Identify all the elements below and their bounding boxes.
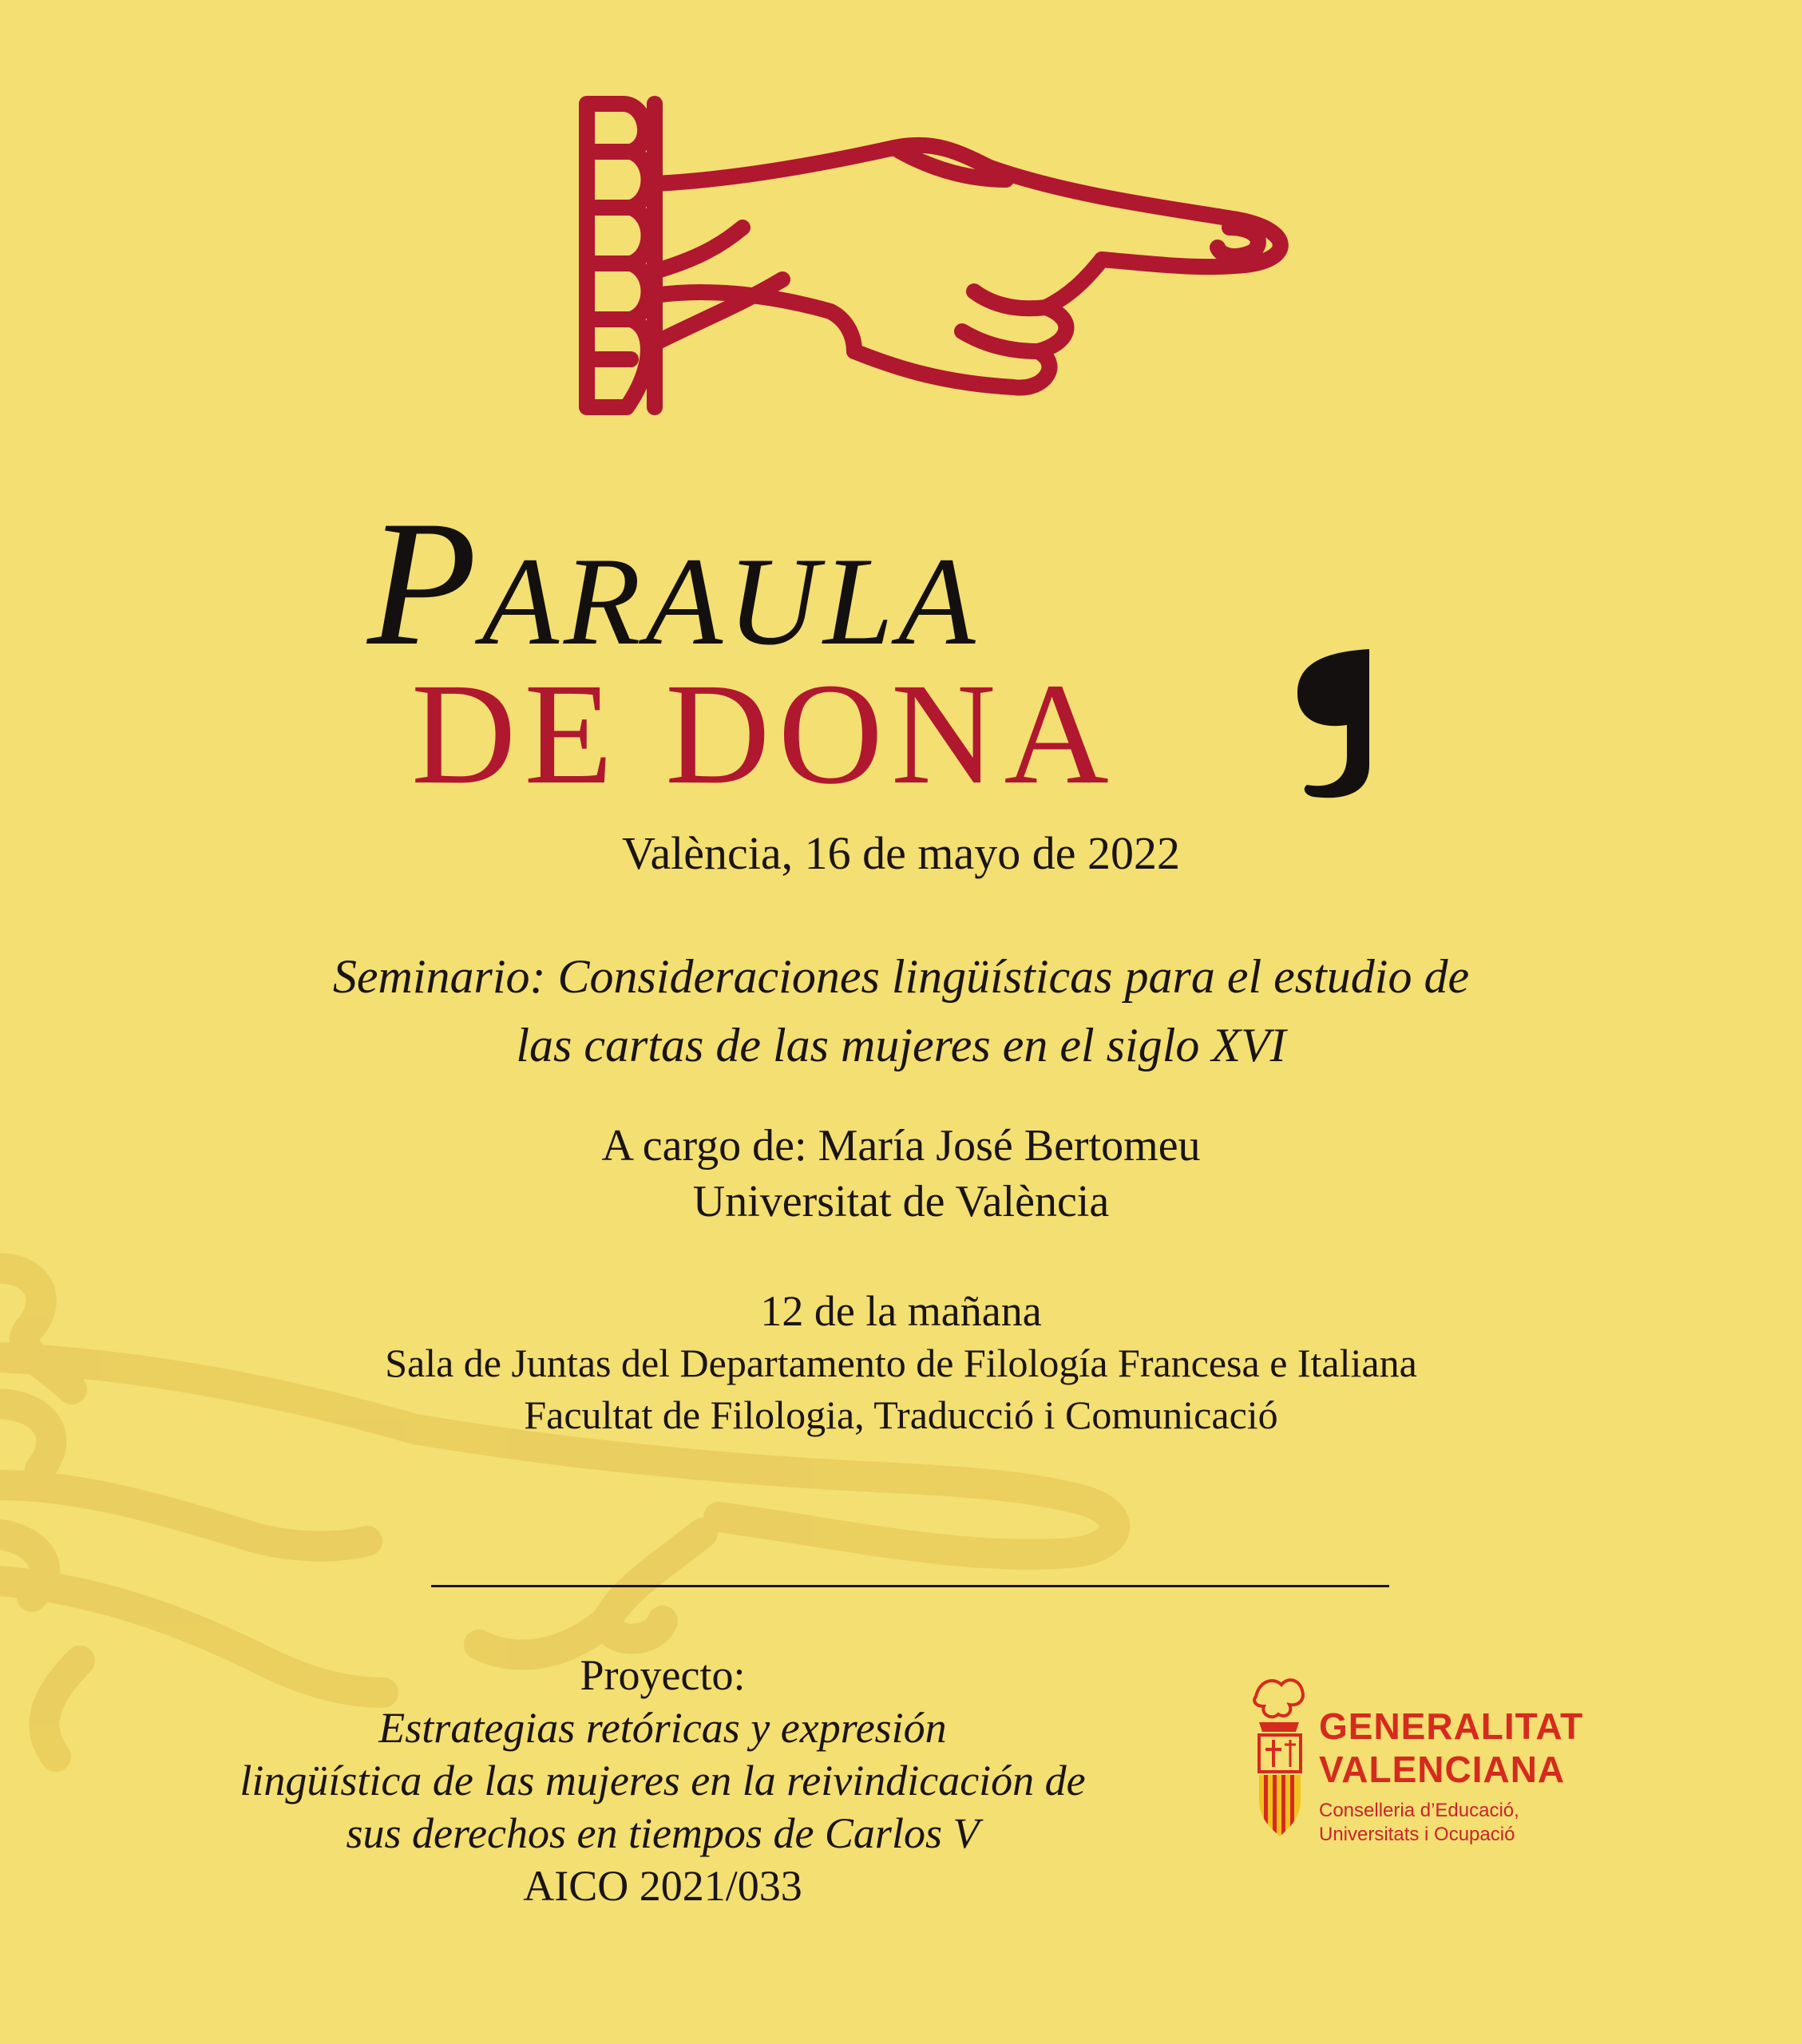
project-block: [128, 1649, 1198, 1912]
conselleria-line-2: Universitats i Ocupació: [1319, 1824, 1515, 1845]
event-faculty: Facultat de Filologia, Traducció i Comunicació: [524, 1392, 1278, 1437]
project-title-line-3: sus derechos en tiempos de Carlos V: [346, 1809, 980, 1857]
generalitat-name-line-2: VALENCIANA: [1319, 1749, 1566, 1790]
speaker-block: [0, 1118, 1802, 1230]
event-date: València, 16 de mayo de 2022: [621, 827, 1180, 879]
project-label: Proyecto:: [580, 1651, 746, 1699]
event-time: 12 de la mañana: [760, 1287, 1042, 1335]
speaker-name: A cargo de: María José Bertomeu: [601, 1121, 1201, 1171]
generalitat-wordmark: [1319, 1705, 1583, 1847]
conselleria-line-1: Conselleria d’Educació,: [1319, 1800, 1519, 1821]
seminar-title-line-2: las cartas de las mujeres en el siglo XVI: [516, 1019, 1286, 1072]
project-code: AICO 2021/033: [523, 1862, 802, 1910]
project-title-line-2: lingüística de las mujeres en la reivindicación de: [240, 1757, 1086, 1804]
seminar-title-line-1: Seminario: Consideraciones lingüísticas para el estudio de: [332, 950, 1470, 1003]
generalitat-name-line-1: GENERALITAT: [1319, 1705, 1584, 1747]
title-paraula: Paraula: [367, 483, 980, 683]
venue-block: [0, 1285, 1802, 1441]
event-room: Sala de Juntas del Departamento de Filología Francesa e Italiana: [385, 1341, 1417, 1385]
divider: [431, 1585, 1389, 1587]
seminar-title: [0, 942, 1802, 1079]
pilcrow-icon: [1289, 645, 1377, 801]
project-title-line-1: Estrategias retóricas y expresión: [378, 1704, 947, 1752]
title-de-dona: DE DONA: [411, 654, 1117, 814]
speaker-affiliation: Universitat de València: [692, 1177, 1110, 1226]
manicule-pointing-hand-icon: [559, 88, 1317, 423]
